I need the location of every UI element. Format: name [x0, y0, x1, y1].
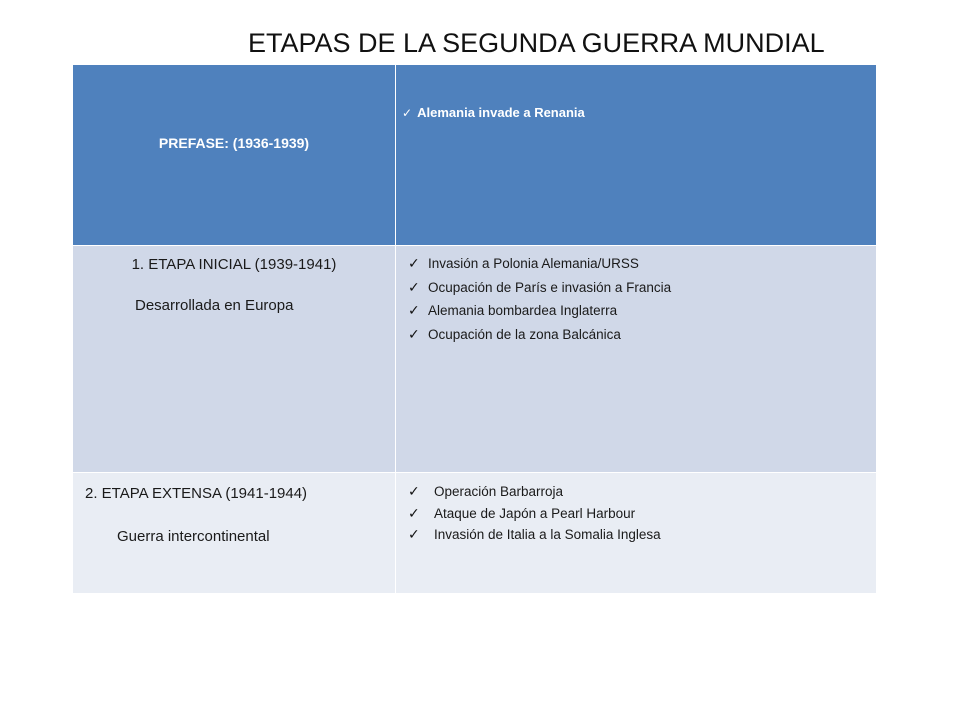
event-text: Ocupación de la zona Balcánica — [428, 326, 621, 342]
checkmark-icon: ✓ — [402, 106, 413, 120]
list-item — [402, 105, 876, 120]
events-list — [408, 252, 876, 346]
checkmark-icon: ✓ — [408, 325, 420, 342]
list-item — [408, 481, 876, 503]
event-text: Ocupación de París e invasión a Francia — [428, 279, 672, 295]
stage-cell — [73, 246, 396, 473]
event-text: Alemania invade a Renania — [417, 105, 585, 120]
event-text: Alemania bombardea Inglaterra — [428, 303, 618, 318]
checkmark-icon: ✓ — [408, 504, 420, 521]
event-text: Operación Barbarroja — [434, 484, 564, 499]
list-item — [408, 276, 876, 300]
stage-subtitle: Desarrollada en Europa — [135, 297, 294, 314]
table-row — [73, 246, 877, 473]
events-list — [408, 481, 876, 546]
list-item — [408, 524, 876, 546]
checkmark-icon: ✓ — [408, 278, 420, 295]
stage-cell — [73, 65, 396, 246]
event-text: Ataque de Japón a Pearl Harbour — [434, 505, 636, 521]
events-list — [402, 105, 876, 120]
checkmark-icon: ✓ — [408, 526, 420, 542]
list-item — [408, 323, 876, 347]
checkmark-icon: ✓ — [408, 483, 420, 499]
event-text: Invasión a Polonia Alemania/URSS — [428, 256, 639, 271]
table-row — [73, 65, 877, 246]
list-item — [408, 299, 876, 323]
list-item — [408, 252, 876, 276]
stage-label: PREFASE: (1936-1939) — [158, 135, 310, 151]
checkmark-icon: ✓ — [408, 255, 420, 271]
event-text: Invasión de Italia a la Somalia Inglesa — [434, 527, 661, 542]
events-cell — [396, 473, 877, 594]
table-row — [73, 473, 877, 594]
checkmark-icon: ✓ — [408, 302, 420, 318]
list-item — [408, 503, 876, 525]
stage-label: 1. ETAPA INICIAL (1939-1941) — [131, 256, 337, 273]
events-cell — [396, 65, 877, 246]
events-cell — [396, 246, 877, 473]
slide-title: ETAPAS DE LA SEGUNDA GUERRA MUNDIAL — [248, 28, 825, 58]
stages-table — [72, 64, 877, 594]
stage-cell — [73, 473, 396, 594]
stage-subtitle: Guerra intercontinental — [117, 528, 270, 545]
stage-label: 2. ETAPA EXTENSA (1941-1944) — [85, 485, 308, 502]
